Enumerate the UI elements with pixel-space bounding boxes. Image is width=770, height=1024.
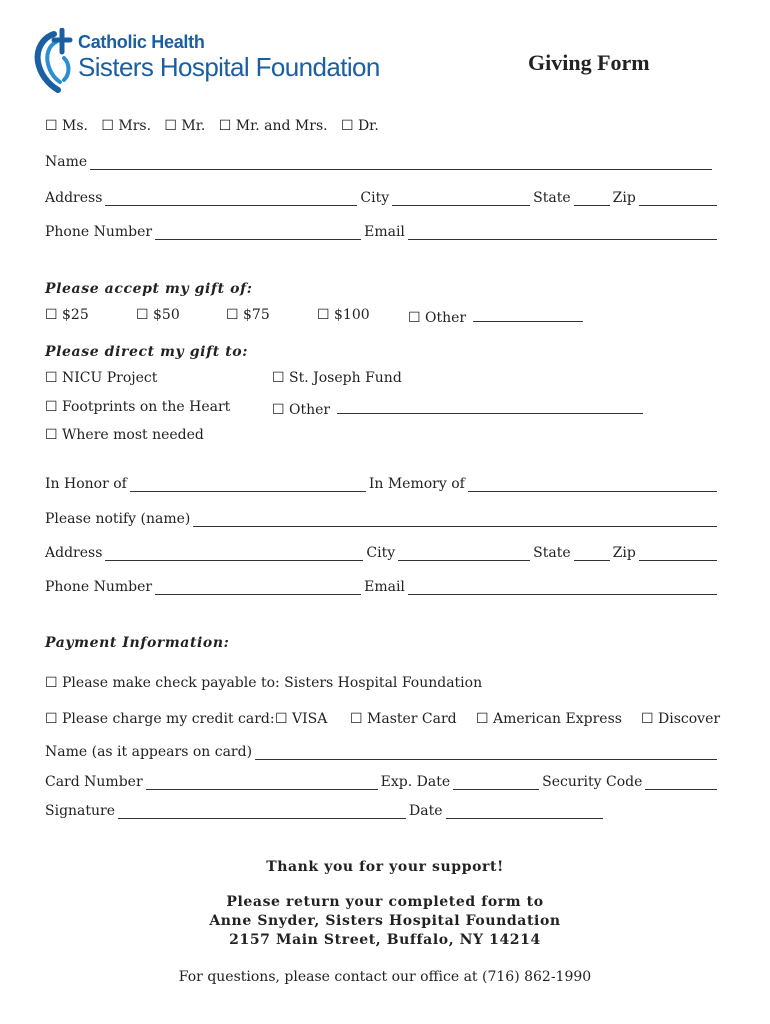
date-label: Date (409, 803, 443, 819)
logo-line-1: Catholic Health (78, 32, 205, 52)
checkbox-icon: ☐ (45, 370, 58, 386)
salutation-mr[interactable]: ☐ Mr. (164, 118, 206, 134)
tribute-row (45, 474, 720, 492)
security-code-label: Security Code (542, 774, 643, 790)
salutation-group (45, 118, 379, 134)
checkbox-icon: ☐ (350, 711, 363, 727)
checkbox-icon: ☐ (101, 118, 114, 134)
form-title: Giving Form (528, 50, 650, 75)
direct-where-most-needed[interactable]: ☐ Where most needed (45, 427, 204, 443)
logo-line-2: Sisters Hospital Foundation (78, 52, 380, 82)
checkbox-icon: ☐ (45, 427, 58, 443)
name-field[interactable] (90, 156, 712, 170)
card-name-row (45, 742, 720, 760)
state-field[interactable] (574, 192, 610, 206)
donor-name-row (45, 152, 715, 170)
card-visa[interactable]: ☐ VISA (275, 711, 328, 727)
notify-zip-field[interactable] (639, 547, 717, 561)
checkbox-icon: ☐ (164, 118, 177, 134)
notify-zip-label: Zip (612, 545, 636, 561)
card-discover[interactable]: ☐ Discover (641, 711, 721, 727)
in-memory-field[interactable] (468, 478, 717, 492)
address-field[interactable] (105, 192, 357, 206)
card-number-label: Card Number (45, 774, 143, 790)
return-line-1: Please return your completed form to (226, 894, 544, 910)
notify-email-label: Email (364, 579, 405, 595)
card-name-field[interactable] (255, 746, 717, 760)
checkbox-icon: ☐ (275, 711, 288, 727)
contact-text: For questions, please contact our office at (716) 862-1990 (178, 969, 592, 985)
direct-nicu-project[interactable]: ☐ NICU Project (45, 370, 158, 386)
zip-label: Zip (612, 190, 636, 206)
notify-address-row (45, 543, 720, 561)
gift-amount-other[interactable]: ☐ Other (408, 307, 585, 326)
gift-other-field[interactable] (473, 307, 583, 322)
checkbox-icon: ☐ (45, 118, 58, 134)
checkbox-icon: ☐ (45, 399, 58, 415)
signature-label: Signature (45, 803, 116, 819)
foundation-logo (34, 28, 424, 96)
gift-amount-25[interactable]: ☐ $25 (45, 307, 89, 323)
thank-you-text: Thank you for your support! (266, 859, 504, 875)
checkbox-icon: ☐ (45, 675, 58, 691)
gift-amount-75[interactable]: ☐ $75 (226, 307, 270, 323)
salutation-mrs[interactable]: ☐ Mrs. (101, 118, 152, 134)
salutation-mr-and-mrs[interactable]: ☐ Mr. and Mrs. (218, 118, 328, 134)
donor-phone-row (45, 222, 720, 240)
direct-heading: Please direct my gift to: (45, 344, 249, 360)
donor-address-row (45, 188, 720, 206)
card-american-express[interactable]: ☐ American Express (476, 711, 622, 727)
checkbox-icon: ☐ (340, 118, 354, 134)
payment-card-option[interactable]: ☐ Please charge my credit card: (45, 711, 275, 727)
salutation-ms[interactable]: ☐ Ms. (45, 118, 88, 134)
direct-other[interactable]: ☐ Other (272, 399, 645, 418)
in-honor-field[interactable] (130, 478, 366, 492)
notify-city-field[interactable] (398, 547, 530, 561)
checkbox-icon: ☐ (136, 307, 149, 323)
notify-city-label: City (366, 545, 396, 561)
logo-mark-icon (34, 28, 78, 94)
return-line-2: Anne Snyder, Sisters Hospital Foundation (209, 913, 561, 929)
card-number-field[interactable] (146, 776, 378, 790)
checkbox-icon: ☐ (272, 402, 285, 418)
payment-check-option[interactable]: ☐ Please make check payable to: Sisters Hospital Foundation (45, 675, 483, 691)
card-number-row (45, 772, 720, 790)
phone-label: Phone Number (45, 224, 153, 240)
state-label: State (533, 190, 571, 206)
checkbox-icon: ☐ (272, 370, 285, 386)
security-code-field[interactable] (645, 776, 717, 790)
name-label: Name (45, 154, 88, 170)
city-field[interactable] (392, 192, 530, 206)
gift-amount-100[interactable]: ☐ $100 (317, 307, 370, 323)
checkbox-icon: ☐ (641, 711, 654, 727)
date-field[interactable] (446, 805, 604, 819)
phone-field[interactable] (155, 226, 361, 240)
notify-phone-field[interactable] (155, 581, 361, 595)
notify-label: Please notify (name) (45, 511, 191, 527)
exp-date-label: Exp. Date (380, 774, 451, 790)
notify-address-label: Address (45, 545, 103, 561)
gift-amount-50[interactable]: ☐ $50 (136, 307, 180, 323)
signature-field[interactable] (118, 805, 406, 819)
notify-phone-row (45, 577, 720, 595)
notify-address-field[interactable] (105, 547, 363, 561)
direct-footprints[interactable]: ☐ Footprints on the Heart (45, 399, 231, 415)
direct-st-joseph-fund[interactable]: ☐ St. Joseph Fund (272, 370, 402, 386)
salutation-dr[interactable]: ☐ Dr. (340, 118, 379, 134)
card-master-card[interactable]: ☐ Master Card (350, 711, 457, 727)
zip-field[interactable] (639, 192, 717, 206)
notify-phone-label: Phone Number (45, 579, 153, 595)
notify-email-field[interactable] (408, 581, 717, 595)
checkbox-icon: ☐ (408, 310, 421, 326)
in-memory-label: In Memory of (368, 476, 465, 492)
notify-state-field[interactable] (574, 547, 610, 561)
notify-state-label: State (533, 545, 571, 561)
gift-heading: Please accept my gift of: (45, 281, 253, 297)
signature-row (45, 801, 606, 819)
exp-date-field[interactable] (453, 776, 539, 790)
city-label: City (360, 190, 390, 206)
email-field[interactable] (408, 226, 717, 240)
checkbox-icon: ☐ (476, 711, 489, 727)
address-label: Address (45, 190, 103, 206)
checkbox-icon: ☐ (218, 118, 232, 134)
card-name-label: Name (as it appears on card) (45, 744, 253, 760)
checkbox-icon: ☐ (226, 307, 239, 323)
notify-row (45, 509, 720, 527)
checkbox-icon: ☐ (45, 711, 58, 727)
return-line-3: 2157 Main Street, Buffalo, NY 14214 (229, 932, 541, 948)
direct-other-field[interactable] (337, 399, 643, 414)
checkbox-icon: ☐ (45, 307, 58, 323)
email-label: Email (364, 224, 405, 240)
notify-field[interactable] (193, 513, 717, 527)
payment-heading: Payment Information: (45, 635, 230, 651)
in-honor-label: In Honor of (45, 476, 127, 492)
checkbox-icon: ☐ (317, 307, 330, 323)
